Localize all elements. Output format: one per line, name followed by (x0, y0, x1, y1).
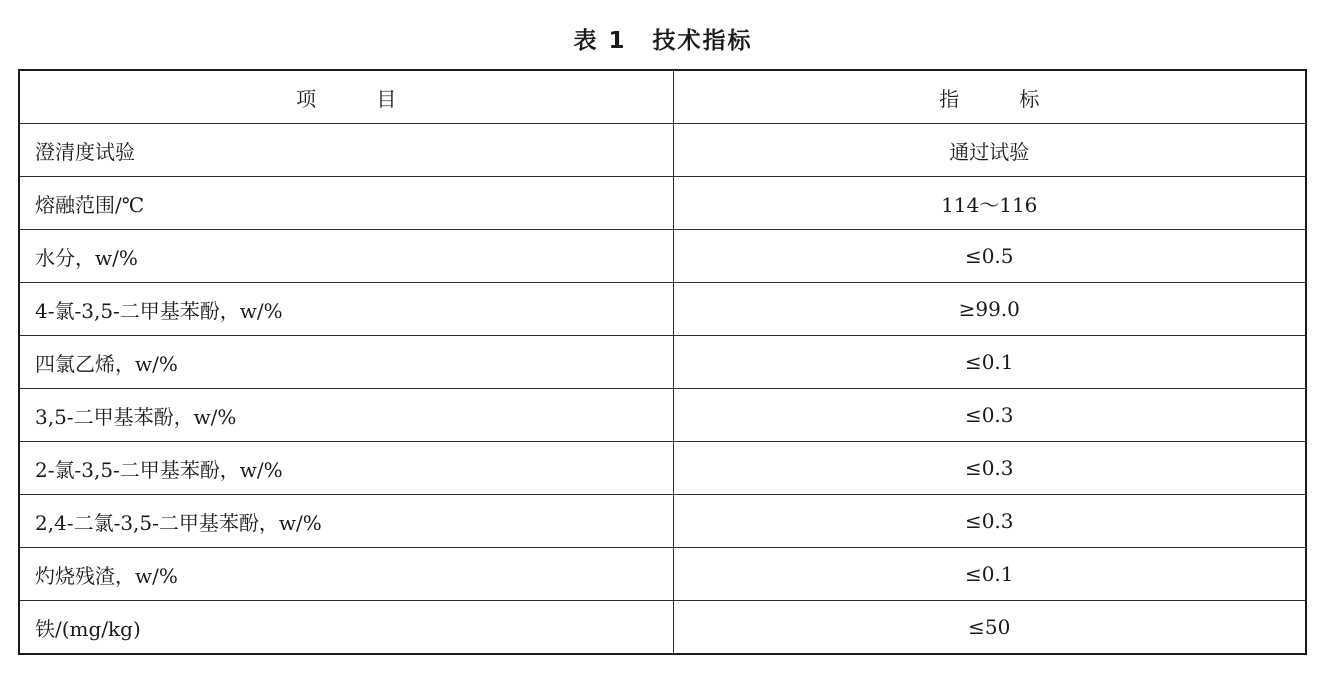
row-value: ≤0.5 (673, 230, 1306, 283)
row-item: 灼烧残渣，w/% (19, 548, 673, 601)
table-row (19, 389, 1306, 442)
table-row (19, 601, 1306, 655)
row-value: 通过试验 (673, 124, 1306, 177)
row-value: 114～116 (673, 177, 1306, 230)
table-row (19, 230, 1306, 283)
row-item: 四氯乙烯，w/% (19, 336, 673, 389)
table-number: 表 1 (573, 28, 627, 54)
table-row (19, 495, 1306, 548)
row-value: ≤0.3 (673, 442, 1306, 495)
table-row (19, 283, 1306, 336)
row-item: 铁/(mg/kg) (19, 601, 673, 655)
table-header-row (19, 70, 1306, 124)
row-value: ≤0.1 (673, 548, 1306, 601)
header-item: 项 目 (19, 70, 673, 124)
row-item: 澄清度试验 (19, 124, 673, 177)
row-item: 熔融范围/℃ (19, 177, 673, 230)
row-value: ≤0.3 (673, 495, 1306, 548)
row-value: ≤0.3 (673, 389, 1306, 442)
table-row (19, 548, 1306, 601)
row-item: 3,5-二甲基苯酚，w/% (19, 389, 673, 442)
table-row (19, 177, 1306, 230)
row-item: 2,4-二氯-3,5-二甲基苯酚，w/% (19, 495, 673, 548)
row-item: 2-氯-3,5-二甲基苯酚，w/% (19, 442, 673, 495)
technical-spec-table (18, 69, 1307, 655)
table-row (19, 442, 1306, 495)
header-index: 指 标 (673, 70, 1306, 124)
row-value: ≤50 (673, 601, 1306, 655)
row-item: 水分，w/% (19, 230, 673, 283)
row-item: 4-氯-3,5-二甲基苯酚，w/% (19, 283, 673, 336)
table-caption (0, 22, 1326, 55)
table-row (19, 336, 1306, 389)
table-title: 技术指标 (652, 28, 753, 54)
row-value: ≤0.1 (673, 336, 1306, 389)
table-row (19, 124, 1306, 177)
row-value: ≥99.0 (673, 283, 1306, 336)
